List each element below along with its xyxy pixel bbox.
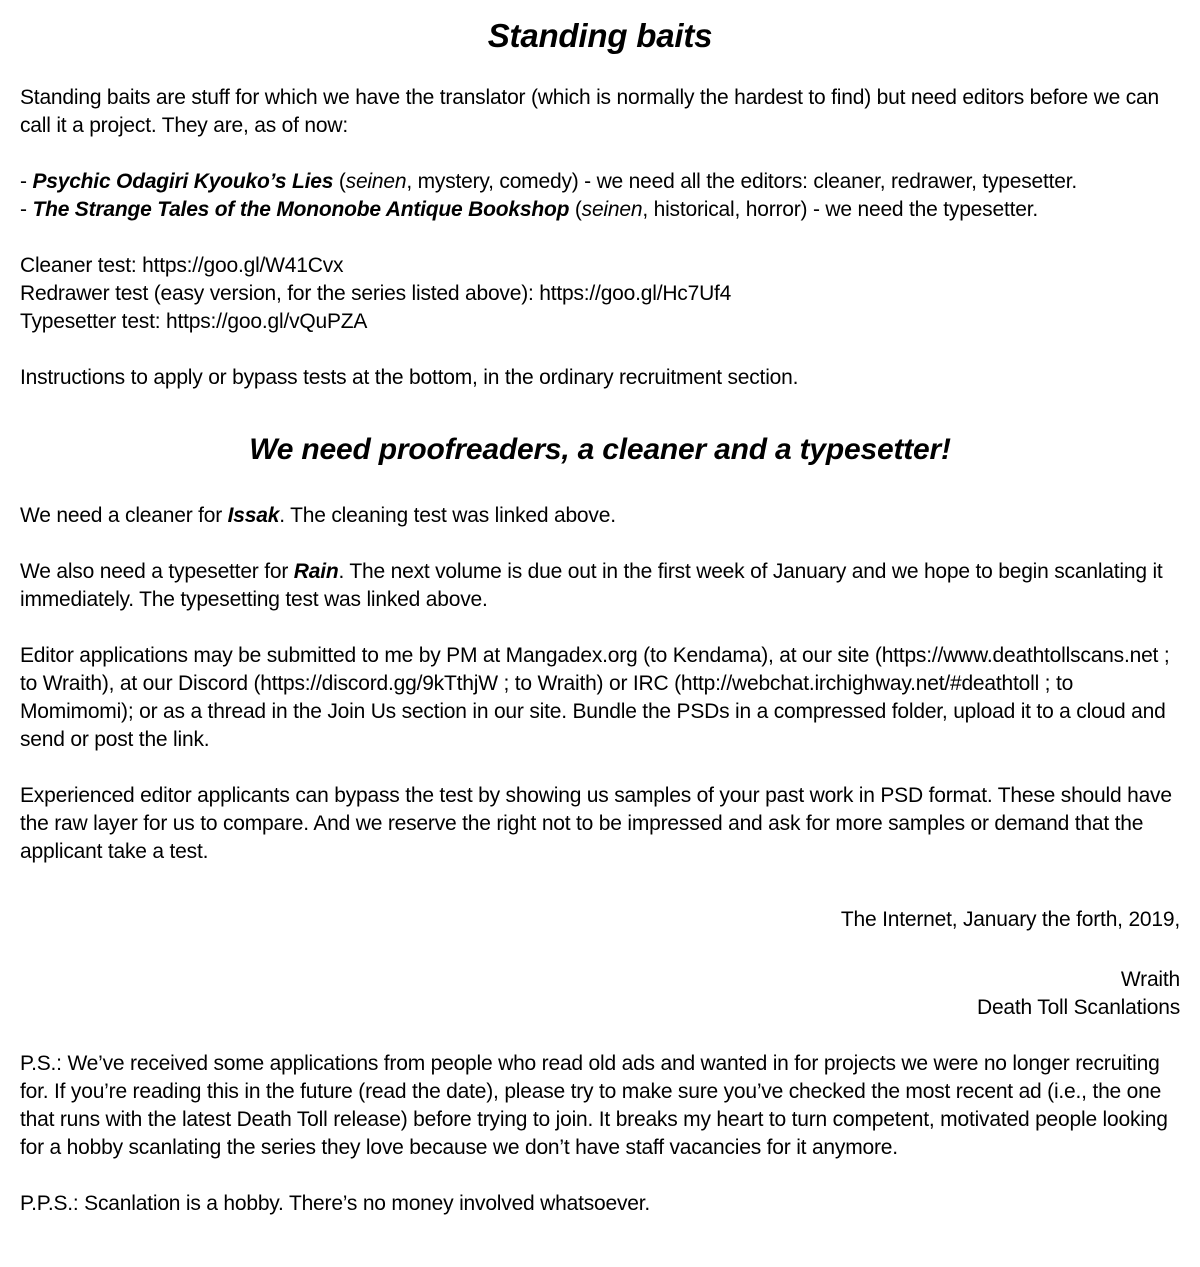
- list-item: - The Strange Tales of the Mononobe Antique Bookshop (seinen, historical, horror) - we need the typesetter.: [20, 198, 1038, 221]
- apply-paragraph: Editor applications may be submitted to me by PM at Mangadex.org (to Kendama), at our site (https://www.deathtollscans.net ; to Wraith), at our Discord (https://discord.gg/9kTthjW ; to Wraith) or IRC (http://webchat.irchighway.net/#deathtoll ; to Momimomi); or as a thread in the Join Us section in our site. Bundle the PSDs in a compressed folder, upload it to a cloud and send or post the link.: [20, 644, 1170, 751]
- signoff-name: Wraith: [1120, 968, 1180, 991]
- signoff-group: Death Toll Scanlations: [976, 996, 1180, 1019]
- standing-baits-list: [20, 168, 1180, 224]
- list-item: - Psychic Odagiri Kyouko’s Lies (seinen, mystery, comedy) - we need all the editors: cleaner, redrawer, typesetter.: [20, 170, 1078, 193]
- section-heading: We need proofreaders, a cleaner and a typesetter!: [249, 433, 951, 466]
- cleaner-test-line: Cleaner test: https://goo.gl/W41Cvx: [20, 254, 344, 277]
- experienced-paragraph: Experienced editor applicants can bypass the test by showing us samples of your past work in PSD format. These should have the raw layer for us to compare. And we reserve the right not to be impressed and ask for more samples or demand that the applicant take a test.: [20, 784, 1172, 863]
- instructions-paragraph: Instructions to apply or bypass tests at the bottom, in the ordinary recruitment section.: [20, 366, 799, 389]
- ps-paragraph: P.S.: We’ve received some applications from people who read old ads and wanted in for projects we were no longer recruiting for. If you’re reading this in the future (read the date), please try to make sure you’ve checked the most recent ad (i.e., the one that runs with the latest Death Toll release) before trying to join. It breaks my heart to turn competent, motivated people looking for a hobby scanlating the series they love because we don’t have staff vacancies for it anymore.: [20, 1052, 1168, 1159]
- typesetter-test-line: Typesetter test: https://goo.gl/vQuPZA: [20, 310, 368, 333]
- signoff-date: The Internet, January the forth, 2019,: [840, 908, 1180, 931]
- tests-block: [20, 252, 1180, 336]
- pps-paragraph: P.P.S.: Scanlation is a hobby. There’s no money involved whatsoever.: [20, 1192, 651, 1215]
- intro-paragraph: Standing baits are stuff for which we have the translator (which is normally the hardest to find) but need editors before we can call it a project. They are, as of now:: [20, 86, 1159, 137]
- signoff-block: [20, 966, 1180, 1022]
- redrawer-test-line: Redrawer test (easy version, for the series listed above): https://goo.gl/Hc7Uf4: [20, 282, 732, 305]
- issak-paragraph: We need a cleaner for Issak. The cleaning test was linked above.: [20, 504, 616, 527]
- rain-paragraph: We also need a typesetter for Rain. The next volume is due out in the first week of January and we hope to begin scanlating it immediately. The typesetting test was linked above.: [20, 560, 1163, 611]
- page-title: Standing baits: [487, 17, 713, 54]
